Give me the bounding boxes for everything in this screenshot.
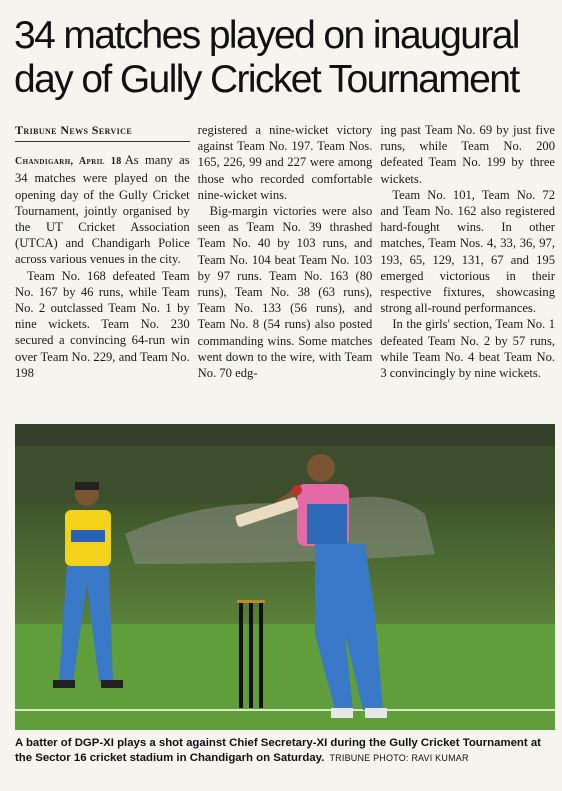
- paragraph: Team No. 101, Team No. 72 and Team No. 162 also registered hard-fought wins. In other matches, Team Nos. 4, 33, 36, 97, 193, 65, 129, 131, 67 and 195 emerged victorious in their respective fixtures, showcasing strong all-round performances.: [380, 187, 556, 316]
- column-1: [15, 122, 190, 414]
- paragraph: Big-margin victories were also seen as Team No. 39 thrashed Team No. 40 by 103 runs, and Team No. 104 beat Team No. 103 by 97 runs. Team No. 163 (80 runs), Team No. 38 (63 runs), Team No. 133 (56 runs), and Team No. 8 (54 runs) also posted commanding wins. Some matches went down to the wire, with Team No. 70 edg-: [197, 204, 373, 381]
- photo-credit: TRIBUNE PHOTO: RAVI KUMAR: [329, 753, 469, 763]
- paragraph-text: As many as 34 matches were played on the opening day of the Gully Cricket Tournament, jointly organised by the UT Cricket Association (UTCA) and Chandigarh Police across various venues in the city.: [15, 153, 190, 267]
- caption-text: A batter of DGP-XI plays a shot against Chief Secretary-XI during the Gully Cricket Tournament at the Sector 16 cricket stadium in Chandigarh on Saturday.: [15, 737, 541, 764]
- headline: 34 matches played on inaugural day of Gully Cricket Tournament: [14, 14, 519, 101]
- paragraph: registered a nine-wicket victory against Team No. 197. Team Nos. 165, 226, 99 and 227 were among those who recorded comfortable nine-wicket wins.: [197, 123, 373, 202]
- article-body: [15, 122, 555, 414]
- column-2: [198, 122, 373, 414]
- news-photo: [15, 424, 555, 730]
- column-3: [380, 122, 555, 414]
- photo-caption: [15, 736, 555, 766]
- byline: Tribune News Service: [15, 122, 190, 142]
- paragraph: In the girls' section, Team No. 1 defeated Team No. 2 by 57 runs, while Team No. 4 beat Team No. 3 convincingly by nine wickets.: [380, 317, 556, 381]
- paragraph: Team No. 168 defeated Team No. 167 by 46 runs, while Team No. 2 outclassed Team No. 1 by nine wickets. Team No. 230 secured a convincing 64-run win over Team No. 229, and Team No. 198: [15, 268, 190, 380]
- crease-line: [15, 709, 555, 711]
- dateline: Chandigarh, April 18: [15, 156, 122, 168]
- stumps: [237, 600, 265, 708]
- stadium-fence: [15, 424, 555, 446]
- paragraph: [15, 152, 190, 267]
- cricket-photo-illustration: [15, 424, 555, 730]
- paragraph: ing past Team No. 69 by just five runs, while Team No. 200 defeated Team No. 199 by three wickets.: [380, 123, 556, 186]
